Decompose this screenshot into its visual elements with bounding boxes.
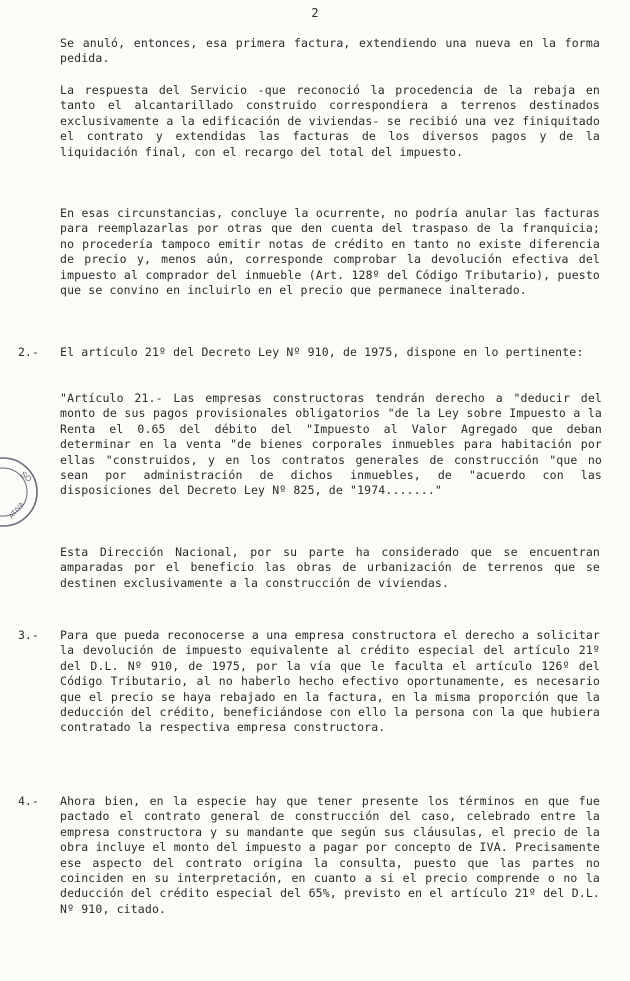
section-number-3: 3.- xyxy=(18,628,39,642)
section-2-quote-article-21: "Artículo 21.- Las empresas constructoras tendrán derecho a "deducir del monto de sus pagos provisionales obligatorios "de la Ley sobre Impuesto a la Renta el 0.65 del débito del "Impuesto al Valor Agregado que deban determinar en la venta "de bienes corporales inmuebles para habitación por ellas "construidos, y en los contratos generales de construcción "que no sean por administración de dichos inmuebles, de "acuerdo con las disposiciones del Decreto Ley Nº 825, de "1974......." xyxy=(60,391,602,498)
official-seal-stamp xyxy=(0,455,40,529)
section-3-text: Para que pueda reconocerse a una empresa constructora el derecho a solicitar la devolución de impuesto equivalente al crédito especial del artículo 21º del D.L. Nº 910, de 1975, por la vía que le faculta el artículo 126º del Código Tributario, al no haberlo hecho efectivo oportunamente, es necesario que el precio se haya rebajado en la factura, en la misma proporción que la deducción del crédito, beneficiándose con ello la persona con la que hubiera contratado la respectiva empresa constructora. xyxy=(60,628,600,735)
paragraph-service-response: La respuesta del Servicio -que reconoció la procedencia de la rebaja en tanto el alcantarillado construido correspondiera a terrenos destinados exclusivamente a la edificación de viviendas- se recibió una vez finiquitado el contrato y extendidas las facturas de los diversos pagos y de la liquidación final, con el recargo del total del impuesto. xyxy=(60,83,600,159)
svg-text:ATIVA: ATIVA xyxy=(8,501,26,521)
paragraph-circumstances: En esas circunstancias, concluye la ocurrente, no podría anular las facturas para reemplazarlas por otras que den cuenta del traspaso de la franquicia; no procedería tampoco emitir notas de crédito en tanto no existe diferencia de precio y, menos aún, corresponde comprobar la devolución efectiva del impuesto al comprador del inmueble (Art. 128º del Código Tributario), puesto que se convino en incluirlo en el precio que permanece inalterado. xyxy=(60,206,600,298)
section-4-text: Ahora bien, en la especie hay que tener presente los términos en que fue pactado el contrato general de construcción del caso, celebrado entre la empresa constructora y su mandante que según sus cláusulas, el precio de la obra incluye el monto del impuesto a pagar por concepto de IVA. Precisamente ese aspecto del contrato origina la consulta, puesto que las partes no coinciden en su interpretación, en cuanto a si el precio comprende o no la deducción del crédito especial del 65%, previsto en el artículo 21º del D.L. Nº 910, citado. xyxy=(60,794,600,916)
svg-text:SO: SO xyxy=(18,469,34,484)
section-2-intro: El artículo 21º del Decreto Ley Nº 910, de 1975, dispone en lo pertinente: xyxy=(60,345,584,359)
paragraph-annulled-invoice: Se anuló, entonces, esa primera factura, extendiendo una nueva en la forma pedida. xyxy=(60,36,600,66)
section-number-2: 2.- xyxy=(18,345,39,359)
section-number-4: 4.- xyxy=(18,794,39,808)
section-2-after: Esta Dirección Nacional, por su parte ha considerado que se encuentran amparadas por el beneficio las obras de urbanización de terrenos que se destinen exclusivamente a la construcción de viviendas. xyxy=(60,545,600,590)
page-number: 2 xyxy=(311,6,319,20)
